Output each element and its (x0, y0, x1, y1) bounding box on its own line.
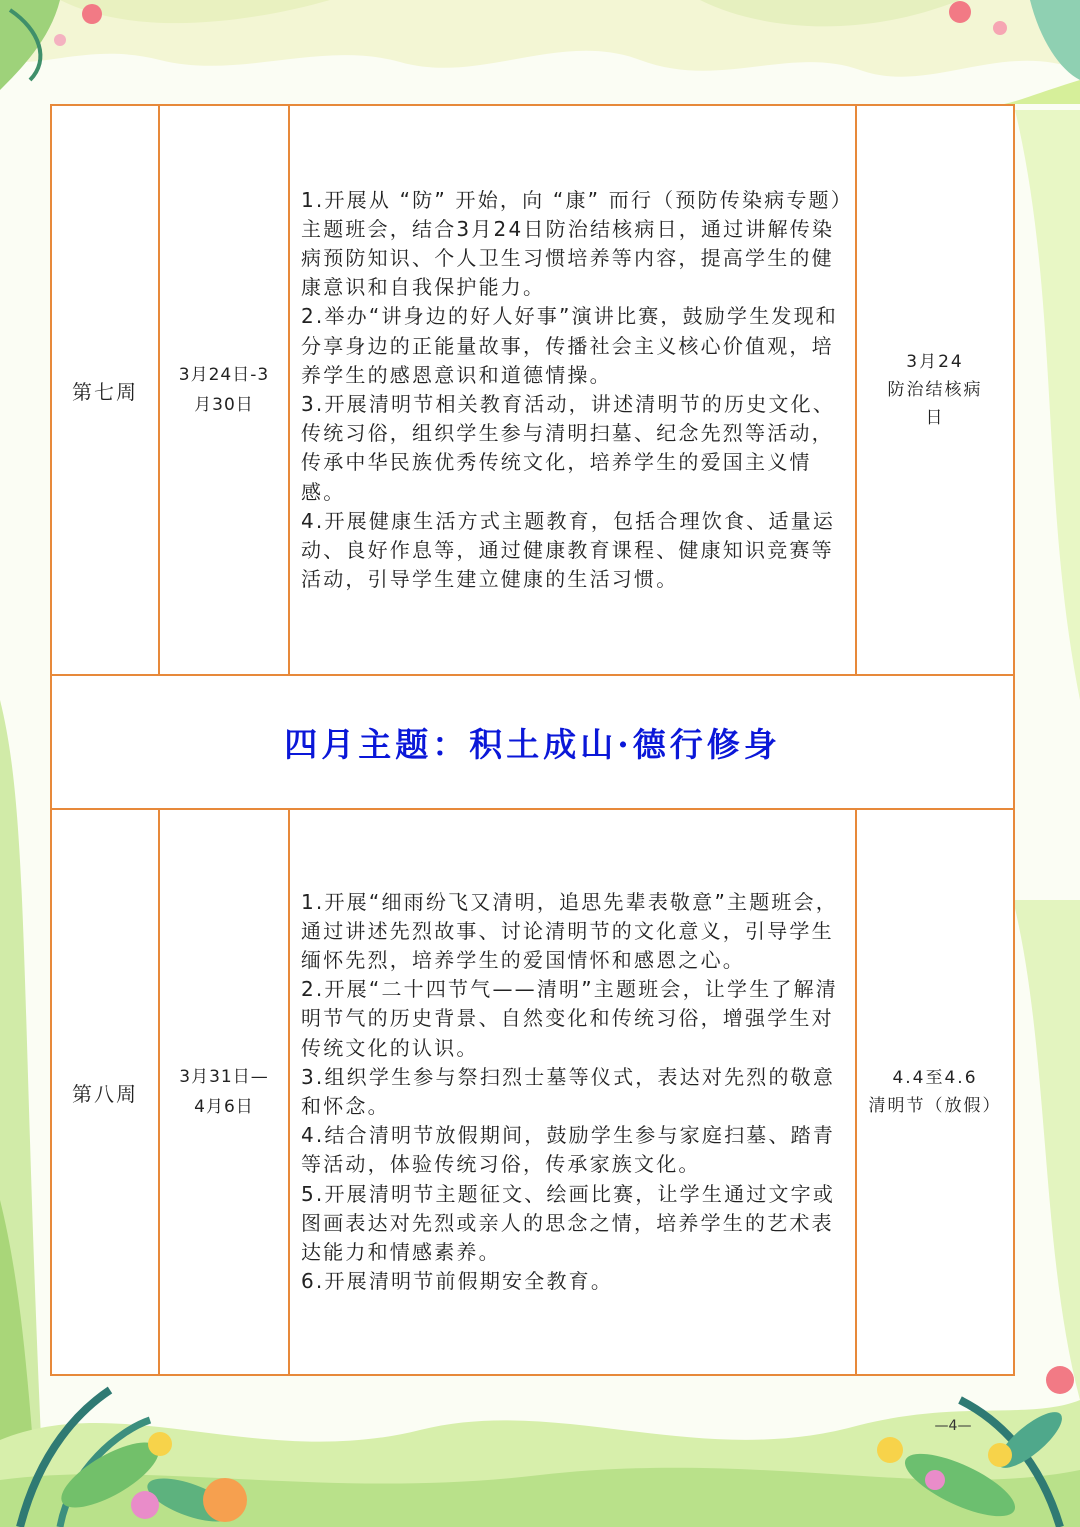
week-cell: 第八周 (51, 809, 159, 1375)
activity-item: 4.结合清明节放假期间，鼓励学生参与家庭扫墓、踏青等活动，体验传统习俗，传承家族文化。 (301, 1123, 836, 1177)
flower-icon (1046, 1366, 1074, 1394)
week-cell: 第七周 (51, 105, 159, 675)
activity-item: 2.开展“二十四节气——清明”主题班会，让学生了解清明节气的历史背景、自然变化和传统习俗，增强学生对传统文化的认识。 (301, 977, 839, 1060)
table-row (51, 809, 1014, 1375)
date-line: 3月31日— (179, 1067, 269, 1087)
activity-item: 3.开展清明节相关教育活动，讲述清明节的历史文化、传统习俗，组织学生参与清明扫墓、纪念先烈等活动，传承中华民族优秀传统文化，培养学生的爱国主义情感。 (301, 392, 836, 504)
activity-item: 1.开展“细雨纷飞又清明，追思先辈表敬意”主题班会，通过讲述先烈故事、讨论清明节的文化意义，引导学生缅怀先烈，培养学生的爱国情怀和感恩之心。 (301, 889, 839, 972)
activity-cell (289, 105, 856, 675)
activity-item: 1.开展从 “防” 开始，向 “康” 而行（预防传染病专题）主题班会，结合3月24日防治结核病日，通过讲解传染病预防知识、个人卫生习惯培养等内容，提高学生的健康意识和自我保护能力。 (301, 187, 843, 300)
flower-icon (988, 1443, 1012, 1467)
page-number: —4— (934, 1418, 972, 1434)
education-plan-table (50, 104, 1015, 1376)
flower-icon (949, 1, 971, 23)
flower-icon (131, 1491, 159, 1519)
flower-icon (877, 1437, 903, 1463)
flower-icon (203, 1478, 247, 1522)
activity-item: 5.开展清明节主题征文、绘画比赛，让学生通过文字或图画表达对先烈或亲人的思念之情，培养学生的艺术表达能力和情感素养。 (301, 1181, 836, 1265)
date-line: 3月24日-3 (178, 365, 270, 385)
note-line: 日 (925, 408, 945, 428)
flower-icon (925, 1470, 945, 1490)
note-line: 4.4至4.6 (892, 1068, 978, 1088)
theme-row (51, 675, 1014, 809)
flower-icon (148, 1432, 172, 1456)
activity-item: 2.举办“讲身边的好人好事”演讲比赛，鼓励学生发现和分享身边的正能量故事，传播社会主义核心价值观，培养学生的感恩意识和道德情操。 (301, 304, 839, 387)
activity-item: 4.开展健康生活方式主题教育，包括合理饮食、适量运动、良好作息等，通过健康教育课程、健康知识竞赛等活动，引导学生建立健康的生活习惯。 (301, 508, 836, 592)
activity-item: 6.开展清明节前假期安全教育。 (301, 1269, 614, 1294)
activity-cell (289, 809, 856, 1375)
date-cell (159, 105, 289, 675)
note-cell (856, 809, 1014, 1375)
april-theme-heading: 四月主题：积土成山·德行修身 (51, 675, 1014, 809)
date-line: 月30日 (194, 395, 254, 415)
table-row (51, 105, 1014, 675)
date-line: 4月6日 (194, 1097, 254, 1117)
date-cell (159, 809, 289, 1375)
note-line: 防治结核病 (887, 380, 983, 400)
note-cell (856, 105, 1014, 675)
note-line: 清明节（放假） (868, 1096, 1002, 1116)
activity-item: 3.组织学生参与祭扫烈士墓等仪式，表达对先烈的敬意和怀念。 (301, 1064, 836, 1118)
note-line: 3月24 (906, 352, 964, 372)
flower-icon (82, 4, 102, 24)
